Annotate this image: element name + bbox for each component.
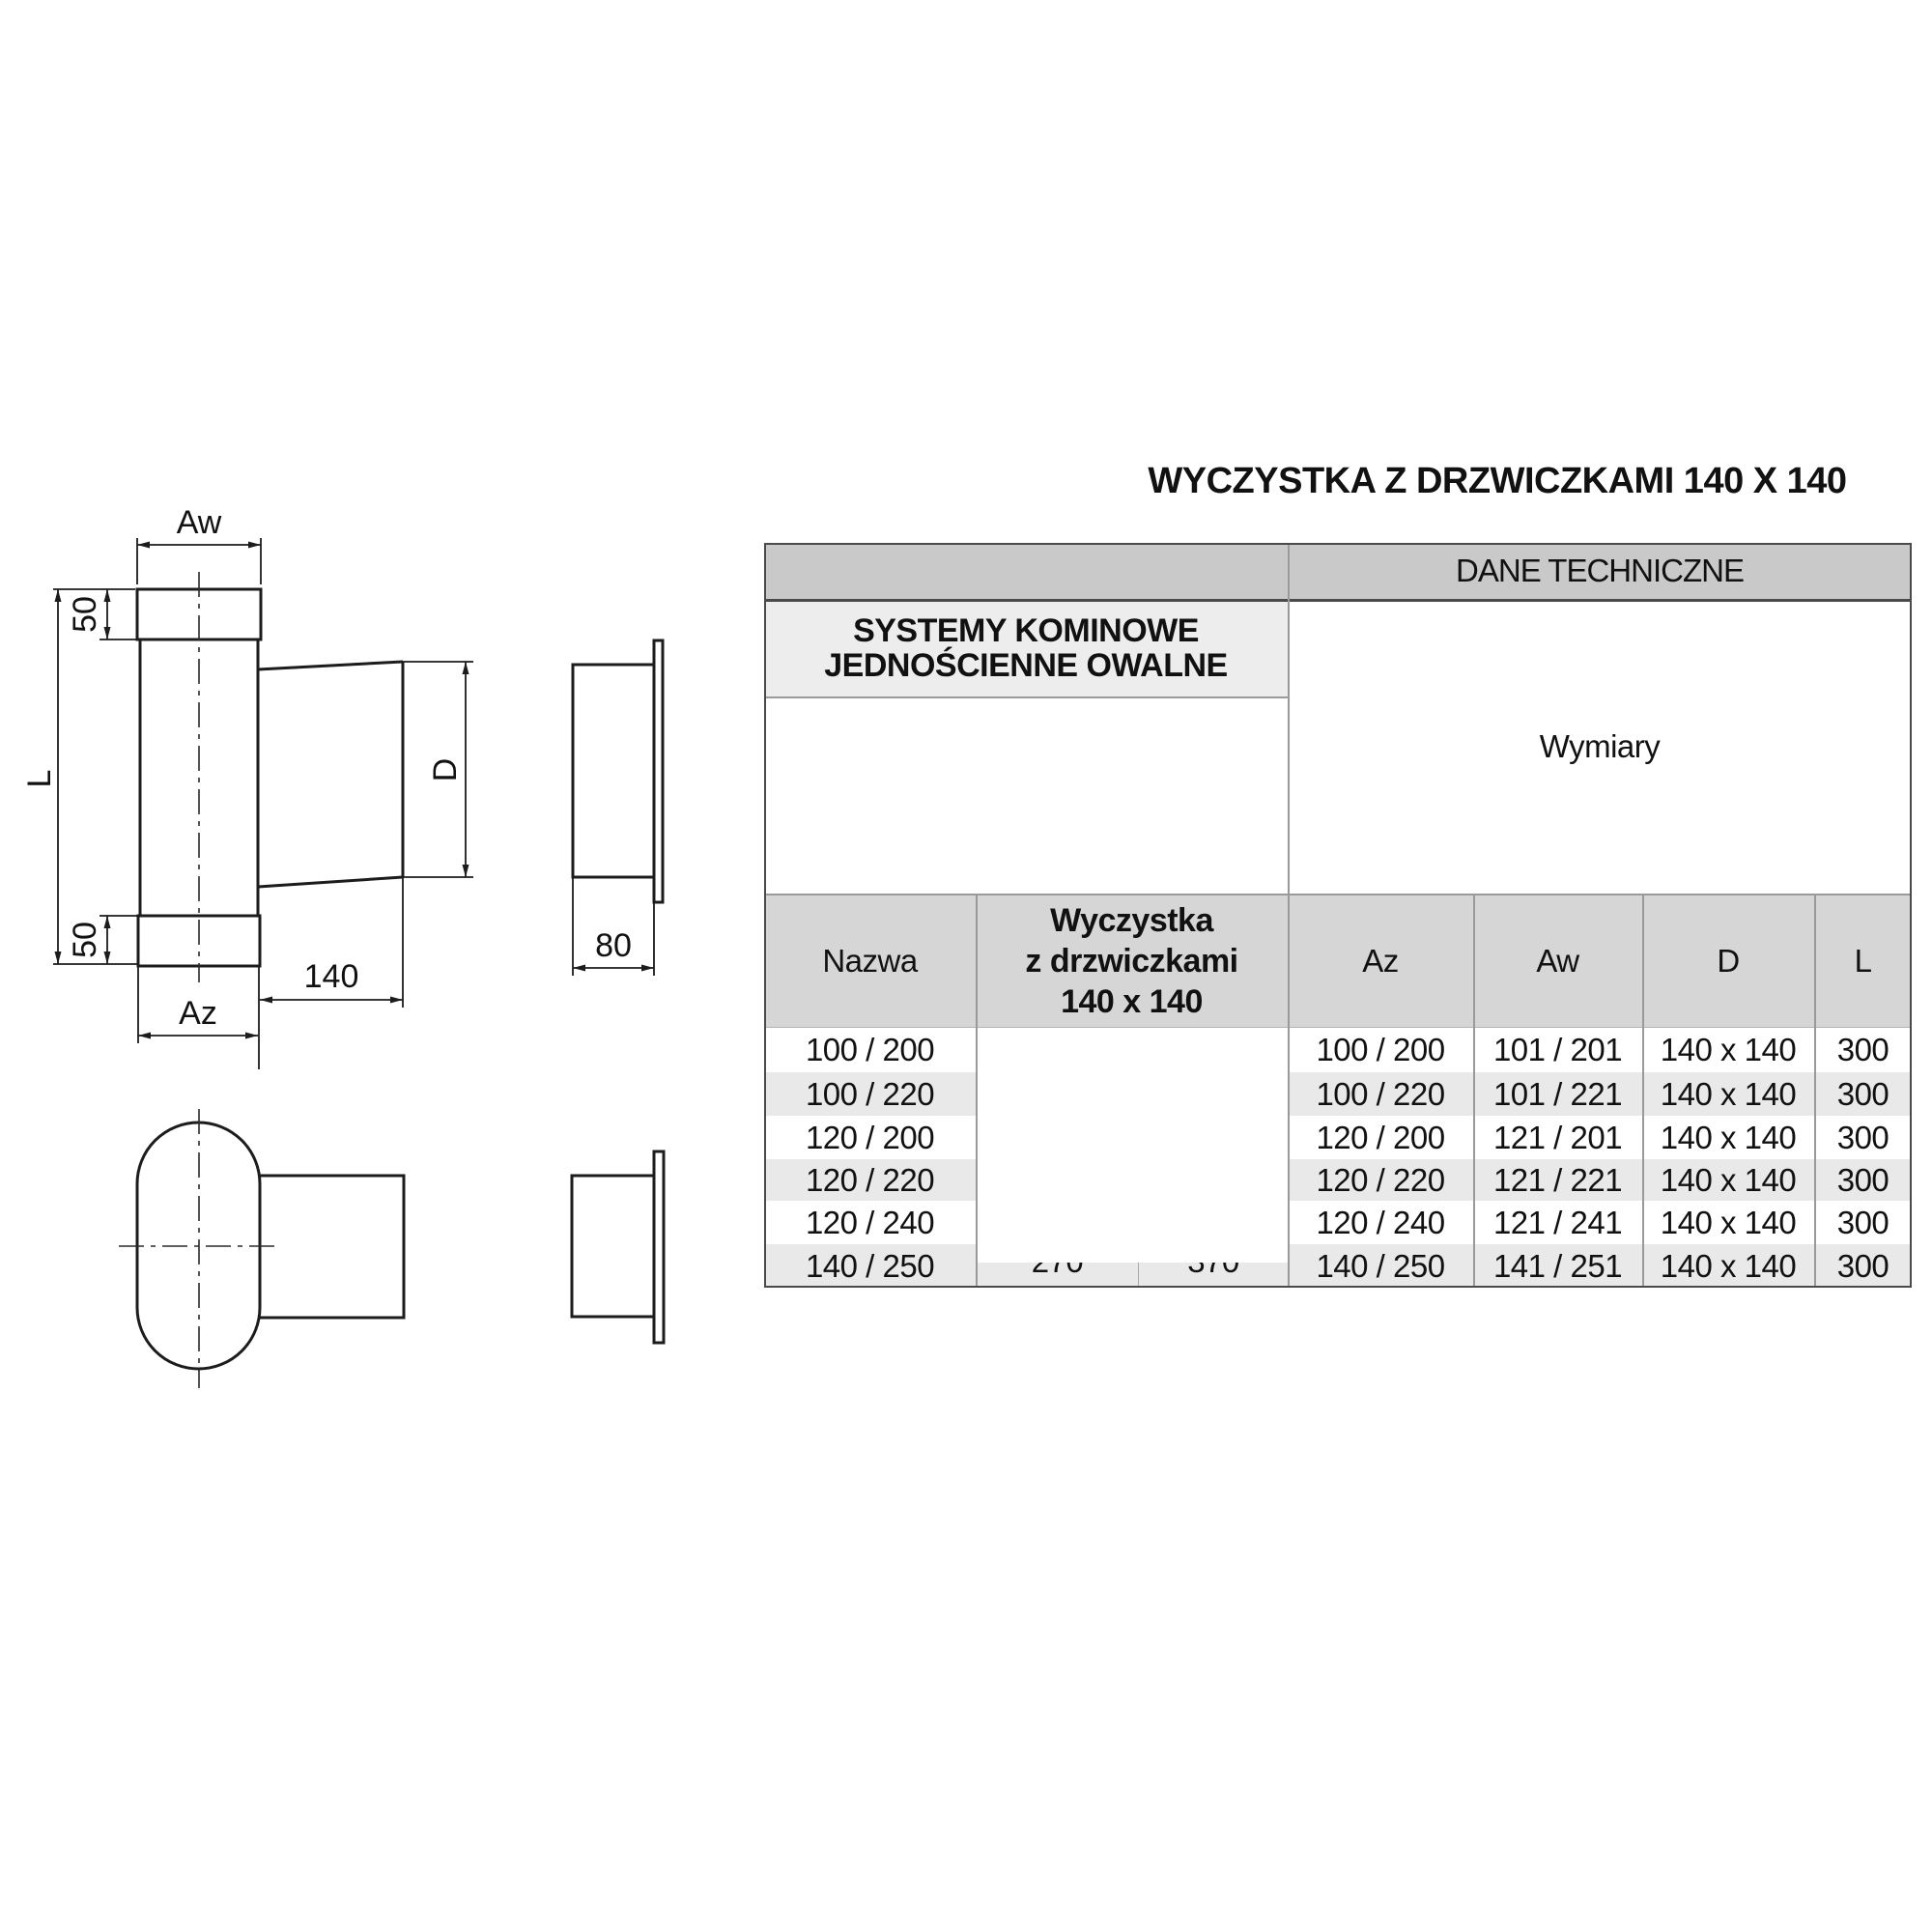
table-cell-nazwa: 120 / 200 bbox=[805, 1119, 935, 1155]
dim-140-label: 140 bbox=[303, 958, 359, 995]
table-cell-d: 140 x 140 bbox=[1660, 1204, 1797, 1240]
side-outlet-body bbox=[573, 665, 654, 877]
systemy-line1: SYSTEMY KOMINOWE bbox=[853, 611, 1199, 649]
table-cell-nazwa: 140 / 250 bbox=[805, 1247, 935, 1284]
table-cell-l: 300 bbox=[1836, 1247, 1889, 1284]
side2-outlet-body bbox=[572, 1176, 654, 1317]
table-cell-az: 140 / 250 bbox=[1316, 1247, 1445, 1284]
side-flange-plate bbox=[654, 640, 663, 902]
technical-drawing bbox=[0, 386, 773, 1546]
table-cell-aw: 121 / 201 bbox=[1492, 1119, 1623, 1155]
table-cell-aw: 121 / 221 bbox=[1492, 1161, 1623, 1198]
white-overlay-box bbox=[978, 1028, 1288, 1263]
col-header-aw: Aw bbox=[1536, 942, 1579, 979]
table-cell-aw: 101 / 201 bbox=[1492, 1032, 1623, 1067]
table-cell-nazwa: 120 / 220 bbox=[805, 1161, 935, 1198]
systemy-bottom-line bbox=[764, 696, 1288, 698]
table-cell-d: 140 x 140 bbox=[1660, 1161, 1797, 1198]
table-cell-l: 300 bbox=[1836, 1032, 1889, 1067]
top-outlet-rect bbox=[260, 1176, 404, 1318]
table-cell-az: 120 / 200 bbox=[1316, 1119, 1445, 1155]
table-cell-az: 100 / 220 bbox=[1316, 1075, 1445, 1112]
table-cell-d: 140 x 140 bbox=[1660, 1032, 1797, 1067]
page-title: WYCZYSTKA Z DRZWICZKAMI 140 X 140 bbox=[1148, 461, 1847, 501]
table-cell-aw: 101 / 221 bbox=[1492, 1075, 1623, 1112]
table-cell-aw: 141 / 251 bbox=[1492, 1247, 1623, 1284]
wyczystka-line1: Wyczystka bbox=[1050, 901, 1213, 939]
col-header-az: Az bbox=[1362, 942, 1399, 979]
col-header-wyczystka bbox=[976, 894, 1288, 1028]
systemy-header bbox=[764, 599, 1288, 696]
table-cell-l: 300 bbox=[1836, 1204, 1889, 1240]
dim-aw-label: Aw bbox=[176, 504, 222, 541]
covered-value-left bbox=[977, 1263, 1138, 1278]
table-cell-d: 140 x 140 bbox=[1660, 1119, 1797, 1155]
center-lines bbox=[119, 572, 278, 1388]
side2-flange-plate bbox=[654, 1151, 664, 1343]
table-cell-d: 140 x 140 bbox=[1660, 1247, 1797, 1284]
side-view-outline bbox=[573, 640, 663, 902]
table-cell-nazwa: 100 / 220 bbox=[805, 1075, 935, 1112]
dim-80-label: 80 bbox=[595, 927, 632, 964]
col-header-l: L bbox=[1854, 942, 1872, 979]
systemy-line2: JEDNOŚCIENNE OWALNE bbox=[824, 646, 1228, 684]
table-cell-nazwa: 120 / 240 bbox=[805, 1204, 935, 1240]
technical-data-table bbox=[764, 543, 1912, 1288]
col-header-d: D bbox=[1717, 942, 1740, 979]
table-cell-az: 100 / 200 bbox=[1316, 1032, 1445, 1067]
table-cell-aw: 121 / 241 bbox=[1492, 1204, 1623, 1240]
dim-l-label: L bbox=[21, 769, 58, 788]
front-outlet-bottom-edge bbox=[258, 877, 403, 887]
covered-subcolumn-divider bbox=[1138, 1263, 1139, 1288]
side-view2-outline bbox=[572, 1151, 664, 1343]
table-cell-az: 120 / 240 bbox=[1316, 1204, 1445, 1240]
table-cell-l: 300 bbox=[1836, 1075, 1889, 1112]
dim-az-label: Az bbox=[179, 995, 217, 1032]
table-cell-l: 300 bbox=[1836, 1161, 1889, 1198]
covered-value-right bbox=[1139, 1263, 1288, 1278]
dane-techniczne-header: DANE TECHNICZNE bbox=[1456, 553, 1744, 588]
front-view-outline bbox=[137, 589, 403, 966]
wyczystka-line2: z drzwiczkami bbox=[1025, 942, 1238, 980]
table-cell-az: 120 / 220 bbox=[1316, 1161, 1445, 1198]
front-outlet-top-edge bbox=[258, 662, 403, 669]
col-header-nazwa: Nazwa bbox=[822, 942, 918, 979]
wymiary-header: Wymiary bbox=[1539, 727, 1661, 764]
dim-50-bottom-label: 50 bbox=[67, 922, 103, 958]
dim-d-label: D bbox=[427, 757, 464, 782]
dim-50-top-label: 50 bbox=[67, 596, 103, 633]
table-cell-nazwa: 100 / 200 bbox=[805, 1032, 935, 1067]
wyczystka-line3: 140 x 140 bbox=[1061, 982, 1203, 1020]
table-cell-d: 140 x 140 bbox=[1660, 1075, 1797, 1112]
table-cell-l: 300 bbox=[1836, 1119, 1889, 1155]
